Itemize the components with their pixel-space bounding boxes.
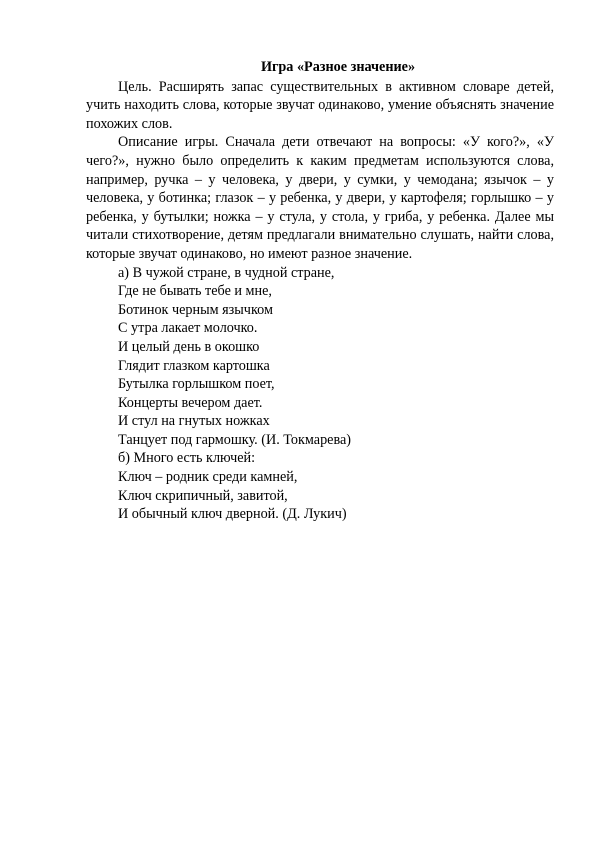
goal-paragraph: Цель. Расширять запас существительных в активном словаре детей, учить находить слова, которые звучат одинаково, умение объяснять значение похожих слов. [86,78,554,132]
poem-line: Ботинок черным язычком [118,301,273,318]
poem-line: С утра лакает молочко. [118,320,258,337]
poem-line: И целый день в окошко [118,338,260,355]
poem-line: Танцует под гармошку. (И. Токмарева) [118,431,351,448]
poem-line: Глядит глазком картошка [118,357,270,374]
poem-line: Ключ – родник среди камней, [118,469,298,486]
poem-line: а) В чужой стране, в чудной стране, [118,264,335,281]
poem-line: Бутылка горлышком поет, [118,376,275,393]
poem-line: Ключ скрипичный, завитой, [118,487,288,504]
poem-line: Где не бывать тебе и мне, [118,283,272,300]
description-paragraph: Описание игры. Сначала дети отвечают на вопросы: «У кого?», «У чего?», нужно было определить к каким предметам используются слова, например, ручка – у человека, у двери, у сумки, у чемодана; язычок – у человека, у ботинка; глазок – у ребенка, у двери, у картофеля; горлышко – у ребенка, у бутылки; ножка – у стула, у стола, у гриба, у ребенка. Далее мы читали стихотворение, детям предлагали внимательно слушать, найти слова, которые звучат одинаково, но имеют разное значение. [86,134,554,262]
poem-line: И стул на гнутых ножках [118,413,270,430]
poem-block [86,264,554,524]
document-title: Игра «Разное значение» [260,59,416,75]
poem-line: б) Много есть ключей: [118,450,256,467]
document-page [86,58,554,524]
poem-line: И обычный ключ дверной. (Д. Лукич) [118,506,347,523]
poem-line: Концерты вечером дает. [118,394,263,411]
